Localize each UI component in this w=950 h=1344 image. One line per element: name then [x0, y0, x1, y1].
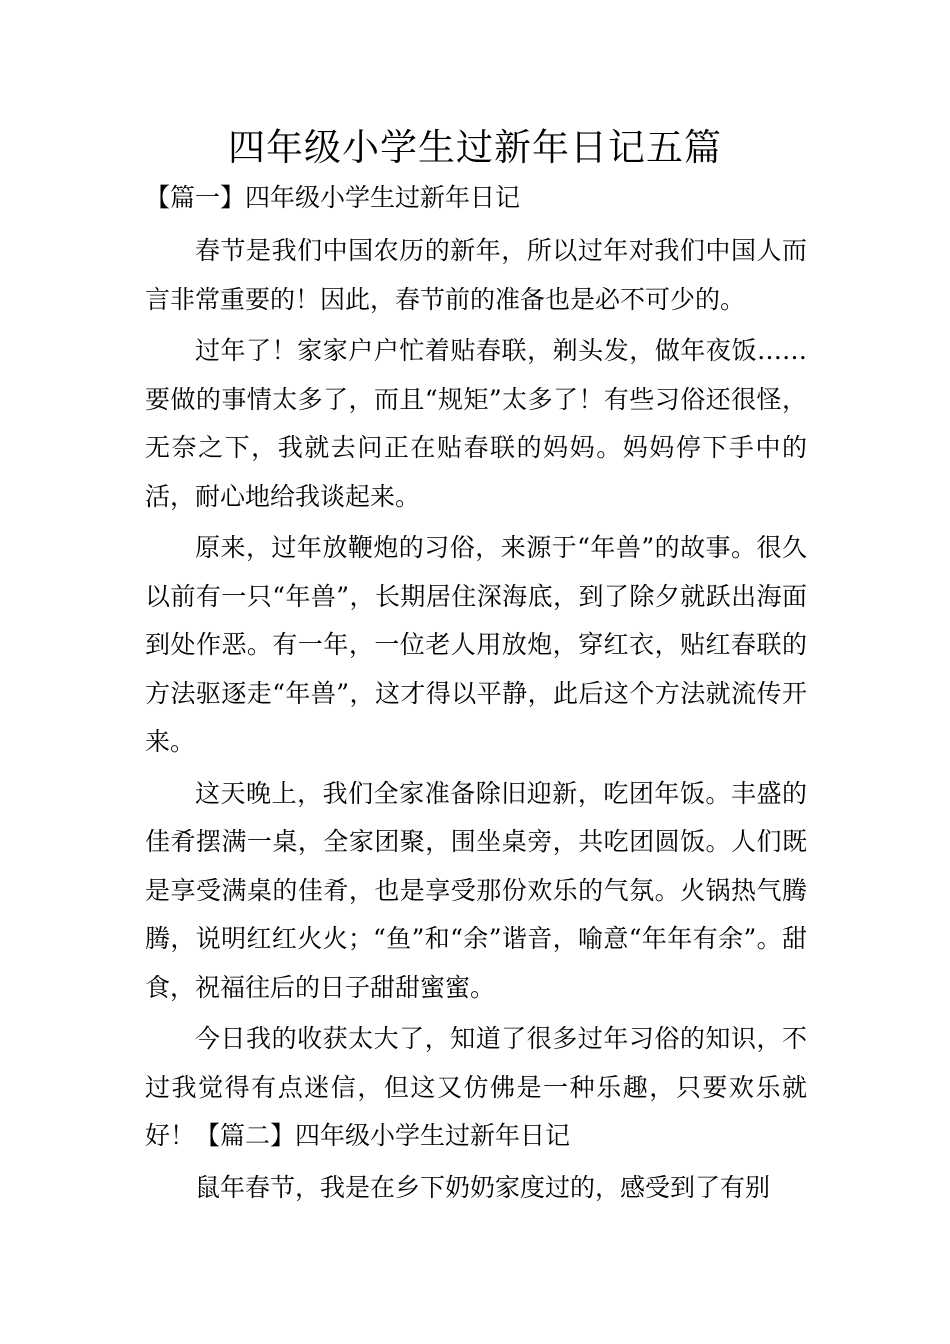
section-heading-1: 【篇一】四年级小学生过新年日记: [145, 183, 521, 212]
paragraph: 原来，过年放鞭炮的习俗，来源于“年兽”的故事。很久以前有一只“年兽”，长期居住深海底，到了除夕就跃出海面到处作恶。有一年，一位老人用放炮，穿红衣，贴红春联的方法驱逐走“年兽”，这才得以平静，此后这个方法就流传开来。: [145, 533, 807, 756]
paragraph: [145, 1015, 807, 1161]
document-body: [145, 227, 807, 1215]
paragraph: 春节是我们中国农历的新年，所以过年对我们中国人而言非常重要的！因此，春节前的准备也是必不可少的。: [145, 236, 807, 314]
section-heading-2: 【篇二】四年级小学生过新年日记: [195, 1121, 571, 1150]
paragraph-text: 今日我的收获太大了，知道了很多过年习俗的知识，不过我觉得有点迷信，但这又仿佛是一种乐趣，只要欢乐就好！: [145, 1024, 807, 1150]
paragraph: 鼠年春节，我是在乡下奶奶家度过的，感受到了有别: [195, 1172, 771, 1202]
paragraph: 过年了！家家户户忙着贴春联，剃头发，做年夜饭……要做的事情太多了，而且“规矩”太多了！有些习俗还很怪，无奈之下，我就去问正在贴春联的妈妈。妈妈停下手中的活，耐心地给我谈起来。: [145, 336, 807, 511]
paragraph: 这天晚上，我们全家准备除旧迎新，吃团年饭。丰盛的佳肴摆满一桌，全家团聚，围坐桌旁，共吃团圆饭。人们既是享受满桌的佳肴，也是享受那份欢乐的气氛。火锅热气腾腾，说明红红火火；“鱼”和“余”谐音，喻意“年年有余”。甜食，祝福往后的日子甜甜蜜蜜。: [145, 778, 807, 1002]
document-title: 四年级小学生过新年日记五篇: [228, 126, 722, 169]
